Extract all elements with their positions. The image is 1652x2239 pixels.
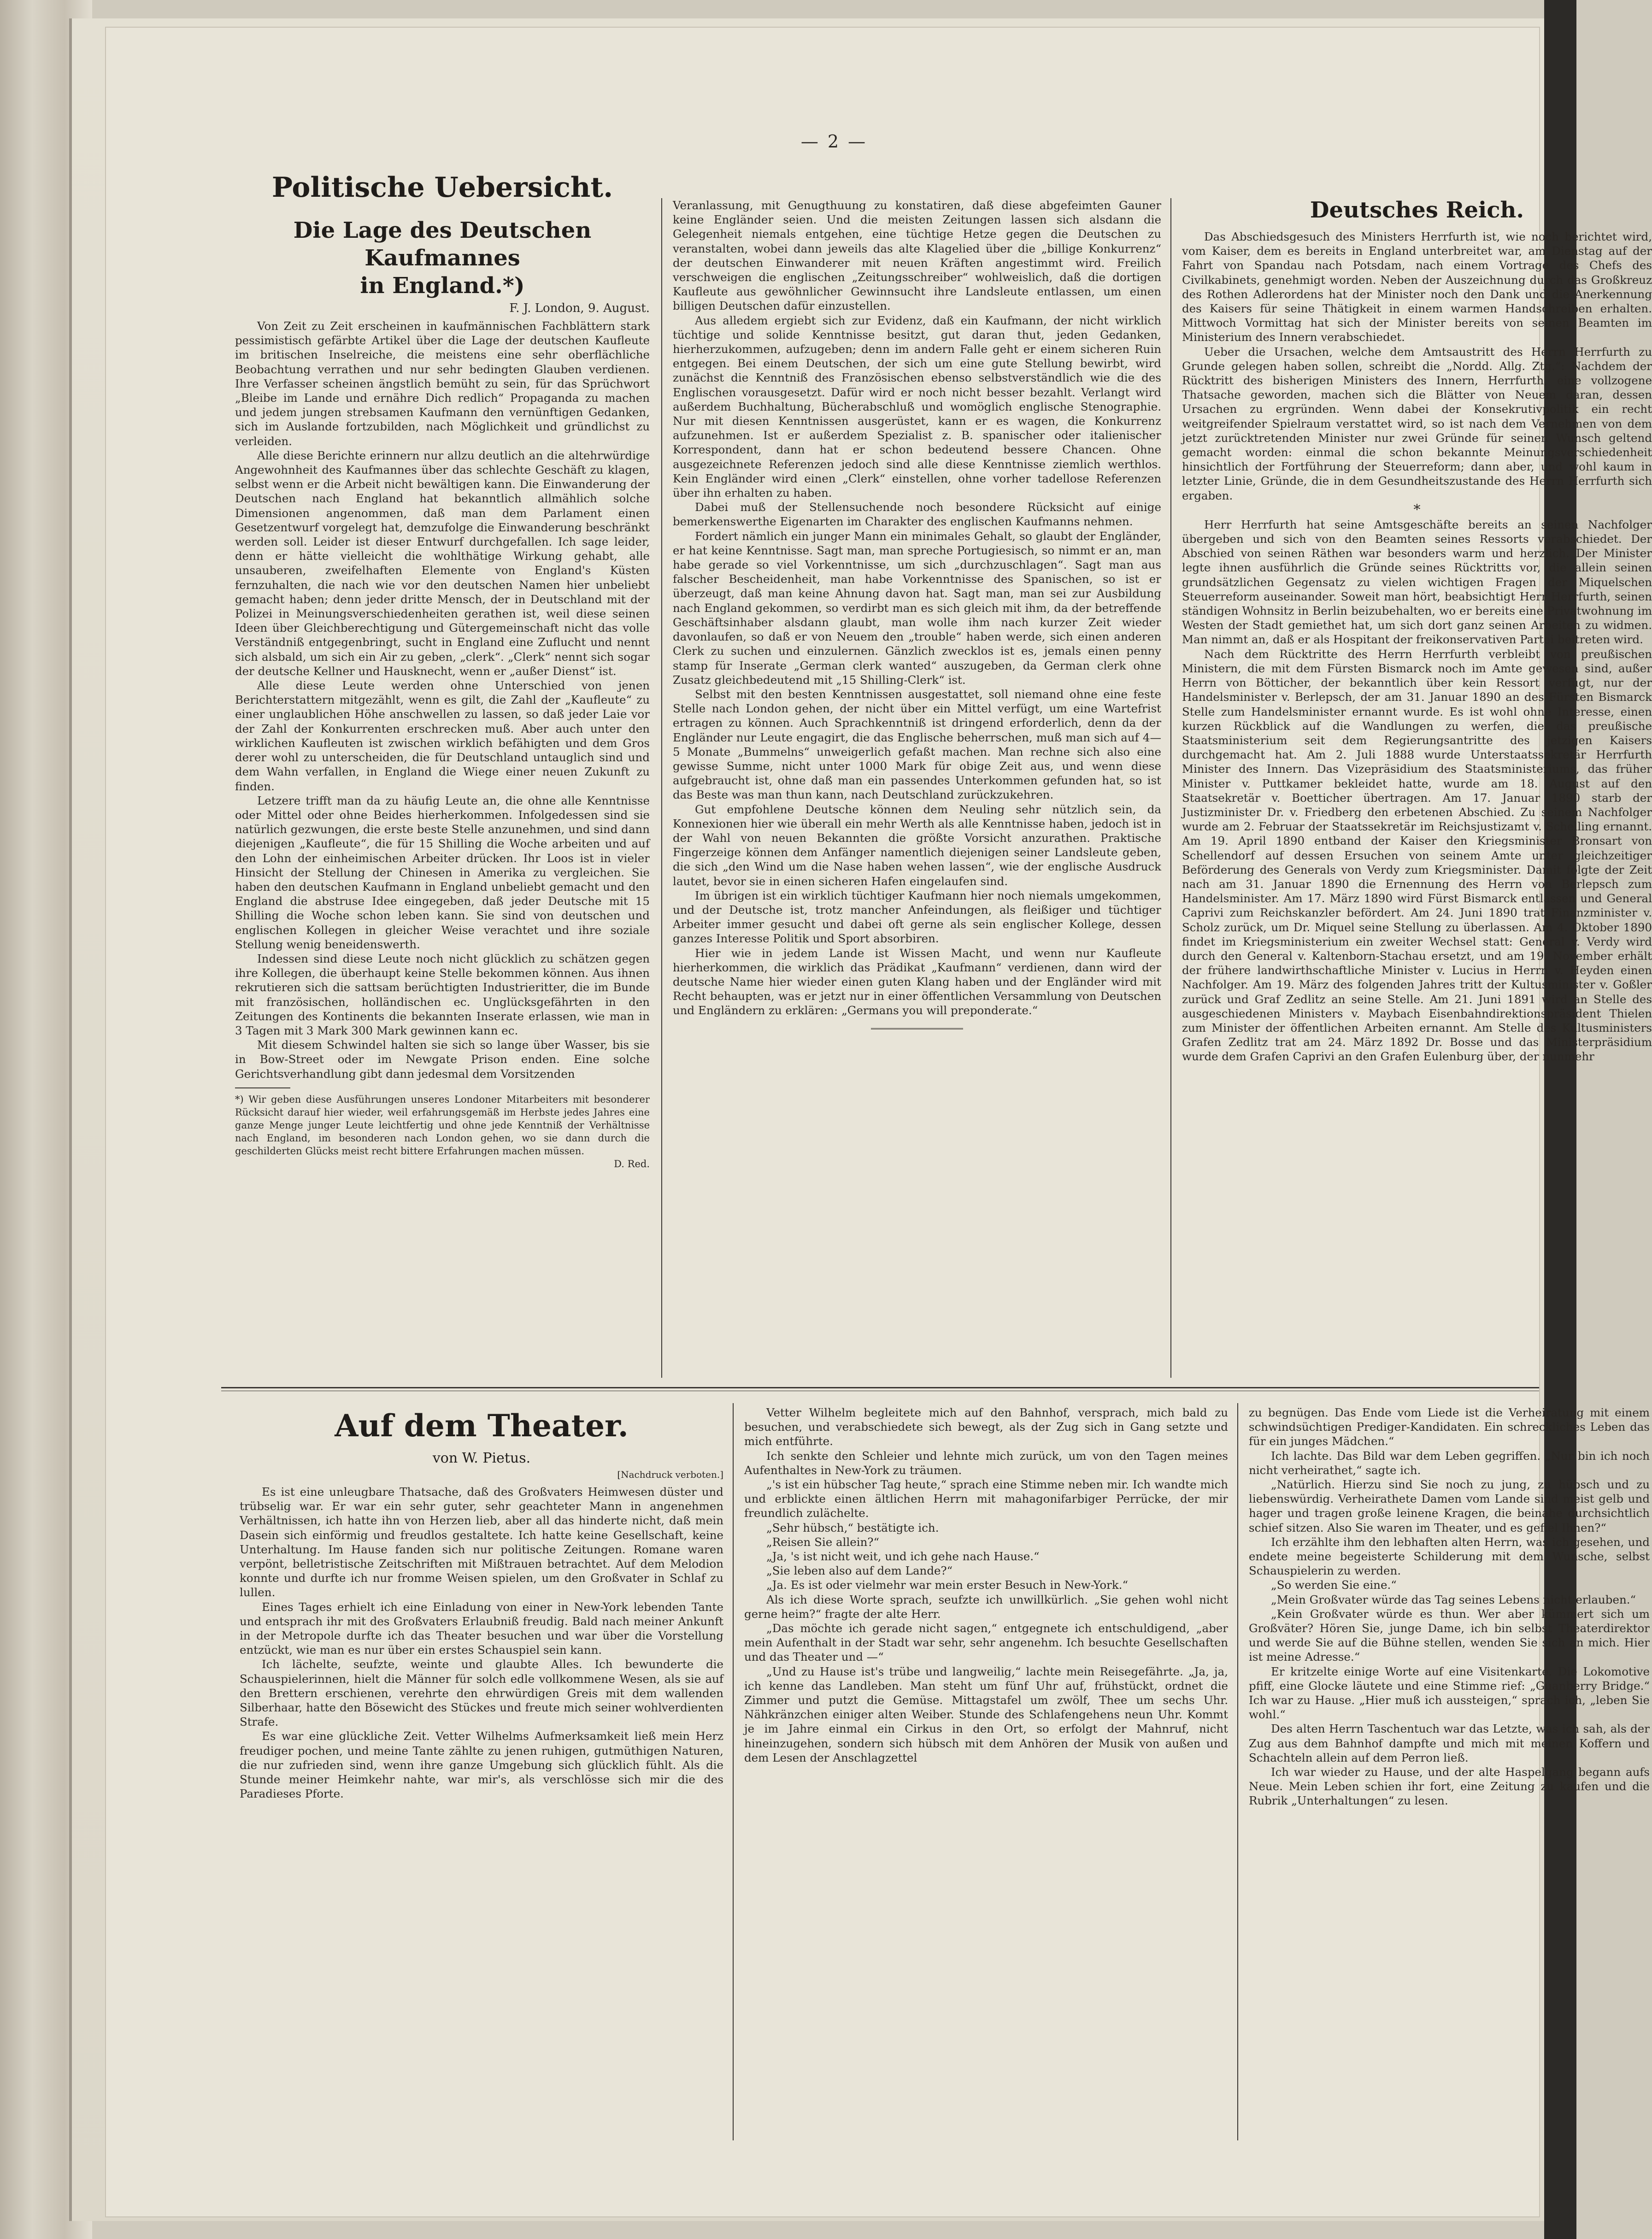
paragraph: Es ist eine unleugbare Thatsache, daß des Großvaters Heimwesen düster und trübselig war. Er war ein sehr guter, sehr geachteter Mann in angenehmen Verhältnissen, ich hatte ihn von Herzen lieb, aber all das hinderte nicht, daß mein Dasein sich einförmig und freudlos gestaltete. Ich hatte keine Gesellschaft, keine Unterhaltung. Im Hause fanden sich nur politische Zeitungen. Romane waren verpönt, belletristische Zeitschriften mit Mißtrauen betrachtet. Auf dem Melodion konnte und durfte ich nur fromme Weisen spielen, um den Großvater in Schlaf zu lullen. xyxy=(240,1485,723,1599)
story-title: Auf dem Theater. xyxy=(335,1408,629,1444)
footnote-rule xyxy=(235,1087,290,1088)
column-divider xyxy=(1170,198,1171,1378)
column-politics-continued xyxy=(673,198,1161,1364)
reprint-notice: [Nachdruck verboten.] xyxy=(617,1469,723,1480)
paragraph: Herr Herrfurth hat seine Amtsgeschäfte bereits an seinen Nachfolger übergeben und sich von den Beamten seines Ressorts verabschiedet. Der Abschied von seinen Räthen war besonders warm und herzlich. Der Minister legte ihnen ausführlich die Gründe seines Rücktritts vor, die allein seinen grundsätzlichen Gegensatz zu vielen wichtigen Fragen der Miquelschen Steuerreform auseinander. Soweit man hört, beabsichtigt Herr Herrfurth, seinen ständigen Wohnsitz in Berlin beizubehalten, wo er bereits eine Privatwohnung im Westen der Stadt gemiethet hat, um sich dort ganz seinen Arbeiten zu widmen. Man nimmt an, daß er als Hospitant der freikonservativen Partei beitreten wird. xyxy=(1182,517,1652,646)
article-body-continued xyxy=(673,198,1161,1018)
paragraph: Selbst mit den besten Kenntnissen ausgestattet, soll niemand ohne eine feste Stelle nach London gehen, der nicht über ein Mittel verfügt, um eine Wartefrist ertragen zu können. Auch Sprachkenntniß ist dringend erforderlich, denn da der Engländer nur Leute engagirt, die das Englische beherrschen, muß man sich auf 4—5 Monate „Bummelns“ unweigerlich gefaßt machen. Man rechne sich also eine gewisse Summe, nicht unter 1000 Mark für obige Zeit aus, und wenn diese aufgebraucht ist, ohne daß man ein passendes Unterkommen gefunden hat, so ist das Beste was man thun kann, nach Deutschland zurückzukehren. xyxy=(673,687,1161,802)
paragraph: „Ja. Es ist oder vielmehr war mein erster Besuch in New-York.“ xyxy=(766,1578,1128,1592)
separator: * xyxy=(1413,501,1421,518)
dateline: F. J. London, 9. August. xyxy=(509,301,650,315)
paragraph: Ich war wieder zu Hause, und der alte Haspelgang begann aufs Neue. Mein Leben schien ihr fort, eine Zeitung zu kaufen und die Rubrik „Unterhaltungen“ zu lesen. xyxy=(1249,1765,1650,1808)
paragraph: Er kritzelte einige Worte auf eine Visitenkarte. Die Lokomotive pfiff, eine Glocke läutete und eine Stimme rief: „Guanberry Bridge.“ Ich war zu Hause. „Hier muß ich aussteigen,“ sprach ich, „leben Sie wohl.“ xyxy=(1249,1664,1650,1722)
column-reich xyxy=(1182,194,1652,1382)
paragraph: „Natürlich. Hierzu sind Sie noch zu jung, zu hübsch und zu liebenswürdig. Verheirathete Damen vom Lande sind meist gelb und hager und tragen große leinene Kragen, die beinahe durchsichtlich schief sitzen. Also Sie waren im Theater, und es gefiel Ihnen?“ xyxy=(1249,1478,1650,1534)
column-theater-2 xyxy=(744,1405,1228,2124)
page-number: — 2 — xyxy=(800,131,868,152)
reich-title: Deutsches Reich. xyxy=(1310,197,1524,223)
paragraph: Ich senkte den Schleier und lehnte mich zurück, um von den Tagen meines Aufenthaltes in New-York zu träumen. xyxy=(744,1449,1228,1477)
paragraph: Dabei muß der Stellensuchende noch besondere Rücksicht auf einige bemerkenswerthe Eigenarten im Charakter des englischen Kaufmanns nehmen. xyxy=(673,500,1161,529)
column-politics xyxy=(235,161,650,1373)
paragraph: „Reisen Sie allein?“ xyxy=(766,1535,880,1549)
paragraph: „Mein Großvater würde das Tag seines Lebens nicht erlauben.“ xyxy=(1271,1593,1636,1606)
paragraph: Ich lachte. Das Bild war dem Leben gegriffen. „Nur bin ich noch nicht verheirathet,“ sagte ich. xyxy=(1249,1449,1650,1477)
paragraph: „So werden Sie eine.“ xyxy=(1271,1578,1397,1592)
footnote-sign: D. Red. xyxy=(614,1158,650,1169)
paragraph: Nach dem Rücktritte des Herrn Herrfurth verbleibt von preußischen Ministern, die mit dem Fürsten Bismarck noch im Amte gewesen sind, außer Herrn von Bötticher, der bekanntlich über kein Ressort verfügt, nur der Handelsminister v. Berlepsch, der am 31. Januar 1890 an des Fürsten Bismarck Stelle zum Handelsminister ernannt wurde. Es ist wohl ohne Interesse, einen kurzen Rückblick auf die Wandlungen zu werfen, die das preußische Staatsministerium seit dem Regierungsantritte des jetzigen Kaisers durchgemacht hat. Am 2. Juli 1888 wurde Unterstaatssekretär Herrfurth Minister des Innern. Das Vizepräsidium des Staatsministeriums, das früher Minister v. Puttkamer bekleidet hatte, wurde am 18. August auf den Staatsekretär v. Boetticher übertragen. Am 17. Januar 1890 starb der Justizminister Dr. v. Friedberg den erbetenen Abschied. Zu seinem Nachfolger wurde am 2. Februar der Staatssekretär im Reichsjustizamt v. Schelling ernannt. Am 19. April 1890 entband der Kaiser den Kriegsminister Bronsart von Schellendorf auf dessen Ersuchen von seinem Amte unter gleichzeitiger Beförderung des Generals von Verdy zum Kriegsminister. Damit folgte der Zeit nach am 31. Januar 1890 die Ernennung des Herrn von Berlepsch zum Handelsminister. Am 17. März 1890 wird Fürst Bismarck entlassen und General Caprivi zum Reichskanzler befördert. Am 24. Juni 1890 trat Finanzminister v. Scholz zurück, um Dr. Miquel seine Stellung zu überlassen. Am 4. Oktober 1890 findet im Kriegsministerium ein zweiter Wechsel statt: General v. Verdy wird durch den General v. Kaltenborn-Stachau ersetzt, und am 19. November erhält der frühere landwirthschaftliche Minister v. Lucius in Herrn v. Heyden einen Nachfolger. Am 19. März des folgenden Jahres tritt der Kultusminister v. Goßler zurück und Graf Zedlitz an seine Stelle. Am 21. Juni 1891 wird an Stelle des ausgeschiedenen Ministers v. Maybach Eisenbahndirektionspräsident Thielen zum Minister der öffentlichen Arbeiten ernannt. Am Stelle des Kultusministers Grafen Zedlitz trat am 24. März 1892 Dr. Bosse und das Ministerpräsidium wurde dem Grafen Caprivi an den Grafen Eulenburg über, der nunmehr xyxy=(1182,647,1652,1064)
paragraph: Aus alledem ergiebt sich zur Evidenz, daß ein Kaufmann, der nicht wirklich tüchtige und solide Kenntnisse besitzt, gut daran thut, jeden Gedanken, hierherzukommen, aufzugeben; denn im andern Falle geht er einem sicheren Ruin entgegen. Bei einem Deutschen, der sich um eine gute Stellung bewirbt, wird zunächst die Kenntniß des Französischen ebenso selbstverständlich wie die des Englischen vorausgesetzt. Dafür wird er noch nicht besser bezahlt. Verlangt wird außerdem Buchhaltung, Bücherabschluß und womöglich englische Stenographie. Nur mit diesen Kenntnissen ausgerüstet, kann er es wagen, die Konkurrenz aufzunehmen. Ist er außerdem Spezialist z. B. spanischer oder italienischer Korrespondent, dann hat er schon bedeutend bessere Chancen. Ohne ausgezeichnete Referenzen jedoch sind alle diese Kenntnisse ziemlich werthlos. Kein Engländer wird einen „Clerk“ einstellen, ohne vorher tadellose Referenzen über ihn erhalten zu haben. xyxy=(673,313,1161,500)
paragraph: Alle diese Berichte erinnern nur allzu deutlich an die altehrwürdige Angewohnheit des Kaufmannes über das schlechte Geschäft zu klagen, selbst wenn er die Arbeit nicht bewältigen kann. Die Einwanderung der Deutschen nach England hat bekanntlich allmählich solche Dimensionen angenommen, daß man dem Parlament einen Gesetzentwurf vorgelegt hat, demzufolge die Einwanderung beschränkt werden soll. Leider ist dieser Entwurf durchgefallen. Ich sage leider, denn er hätte vielleicht die wohlthätige Wirkung gehabt, alle unsauberen, zweifelhaften Elemente von England's Küsten fernzuhalten, die nach wie vor den deutschen Namen hier unbeliebt gemacht haben; denn jeder dritte Mensch, der in Deutschland mit der Polizei in Meinungsverschiedenheiten gerathen ist, weil diese seinen Ideen über Gleichberechtigung und Gütergemeinschaft nicht das volle Verständniß entgegenbringt, sucht in England eine Zuflucht und nennt sich alsbald, um sich ein Air zu geben, „clerk“. „Clerk“ nennt sich sogar der deutsche Kellner und Hausknecht, wenn er „außer Dienst“ ist. xyxy=(235,448,650,678)
paragraph: Es war eine glückliche Zeit. Vetter Wilhelms Aufmerksamkeit ließ mein Herz freudiger pochen, und meine Tante zählte zu jenen ruhigen, gutmüthigen Naturen, die nur zufrieden sind, wenn ihre ganze Umgebung sich glücklich fühlt. Als die Stunde meiner Heimkehr nahte, war mir's, als verschlösse sich mir die des Paradieses Pforte. xyxy=(240,1729,723,1801)
paragraph: „'s ist ein hübscher Tag heute,“ sprach eine Stimme neben mir. Ich wandte mich und erblickte einen ältlichen Herrn mit mahagonifarbiger Perrücke, der mir freundlich zulächelte. xyxy=(744,1478,1228,1520)
paragraph: Fordert nämlich ein junger Mann ein minimales Gehalt, so glaubt der Engländer, er hat keine Kenntnisse. Sagt man, man spreche Portugiesisch, so nimmt er an, man habe gerade so viel Vorkenntnisse, um sich „durchzuschlagen“. Sagt man aus falscher Bescheidenheit, man habe Vorkenntnisse des Spanischen, so ist er überzeugt, daß man keine Ahnung davon hat. Sagt man, man sei zur Ausbildung nach England gekommen, so verdirbt man es sich gleich mit ihm, da der betreffende Geschäftsinhaber alsdann glaubt, man wolle ihm nach kurzer Zeit wieder davonlaufen, so daß er von Neuem den „trouble“ haben werde, sich einen anderen Clerk zu suchen und einzulernen. Gänzlich zwecklos ist es, jemals einen penny stamp für Inserate „German clerk wanted“ auszugeben, da German clerk ohne Zusatz gleichbedeutend mit „15 Shilling-Clerk“ ist. xyxy=(673,529,1161,687)
end-rule xyxy=(871,1028,963,1029)
paragraph: Ueber die Ursachen, welche dem Amtsaustritt des Herrn Herrfurth zu Grunde gelegen haben sollen, schreibt die „Nordd. Allg. Ztg.“: Nachdem der Rücktritt des bisherigen Ministers des Innern, Herrfurth, eine vollzogene Thatsache geworden, machen sich die Blätter von Neuem daran, dessen Ursachen zu ergründen. Wenn dabei der Konsekrutivpolitik ein recht weitgreifender Spielraum verstattet wird, so ist nach dem Vernehmen von dem jetzt zurücktretenden Minister nur zwei Gründe für seinen Wunsch geltend gemacht worden: einmal die schon bekannte Meinungsverschiedenheit hinsichtlich der Fortführung der Steuerreform; dann aber, und wohl kaum in letzter Linie, Gründe, die in dem Gesundheitszustande des Herrn Herrfurth sich ergaben. xyxy=(1182,345,1652,502)
paragraph: Im übrigen ist ein wirklich tüchtiger Kaufmann hier noch niemals umgekommen, und der Deutsche ist, trotz mancher Anfeindungen, als fleißiger und tüchtiger Arbeiter immer gesucht und dabei oft gerne als sein englischer Kollege, dessen ganzes Interesse Politik und Sport absorbiren. xyxy=(673,888,1161,946)
column-divider xyxy=(661,198,662,1378)
paragraph: zu begnügen. Das Ende vom Liede ist die Verheiratung mit einem schwindsüchtigen Prediger-Kandidaten. Ein schreckliches Leben das für ein junges Mädchen.“ xyxy=(1249,1406,1650,1448)
footnote: *) Wir geben diese Ausführungen unseres Londoner Mitarbeiters mit besonderer Rücksicht darauf hier wieder, weil erfahrungsgemäß im Herbste jedes Jahres eine ganze Menge junger Leute leichtfertig und ohne jede Kenntniß der Verhältnisse nach England, im besonderen nach London gehen, wo sie dann durch die geschilderten Glücks meist recht bittere Erfahrungen machen müssen. xyxy=(235,1093,650,1157)
paragraph: Letzere trifft man da zu häufig Leute an, die ohne alle Kenntnisse oder Mittel oder ohne Beides hierherkommen. Infolgedessen sind sie natürlich gezwungen, die erste beste Stelle anzunehmen, und sind dann diejenigen „Kaufleute“, die für 15 Shilling die Woche arbeiten und auf den Lohn der einheimischen Arbeiter drücken. Ihr Loos ist in vieler Hinsicht der Stellung der Chinesen in Amerika zu vergleichen. Sie haben den deutschen Kaufmann in England unbeliebt gemacht und den England die abstruse Idee eingegeben, daß jeder Deutsche mit 15 Shilling die Woche schon leben kann. Sie sind von deutschen und englischen Kollegen in gleicher Weise verachtet und ihre soziale Stellung wenig beneidenswerth. xyxy=(235,793,650,951)
paragraph: Des alten Herrn Taschentuch war das Letzte, was ich sah, als der Zug aus dem Bahnhof dampfte und mich mit meinen Koffern und Schachteln allein auf dem Perron ließ. xyxy=(1249,1722,1650,1764)
paragraph: Veranlassung, mit Genugthuung zu konstatiren, daß diese abgefeimten Gauner keine Engländer seien. Und die meisten Zeitungen lassen sich alsdann die Gelegenheit niemals entgehen, eine tüchtige Hetze gegen die Deutschen zu veranstalten, wobei dann jeweils das alte Klagelied über die „billige Konkurrenz“ der deutschen Einwanderer mit neuen Kräften angestimmt wird. Freilich verschweigen die englischen „Zeitungsschreiber“ wohlweislich, daß die dortigen Kaufleute aus gewöhnlicher Gewinnsucht ihre Landsleute entlassen, um einen billigen Deutschen dafür einzustellen. xyxy=(673,199,1161,313)
paragraph: „Das möchte ich gerade nicht sagen,“ entgegnete ich entschuldigend, „aber mein Aufenthalt in der Stadt war sehr, sehr angenehm. Ich besuchte Gesellschaften und das Theater und —“ xyxy=(744,1622,1228,1664)
paragraph: Das Abschiedsgesuch des Ministers Herrfurth ist, wie noch berichtet wird, vom Kaiser, dem es bereits in England unterbreitet war, am Dienstag auf der Fahrt von Spandau nach Potsdam, nach einem Vortrage des Chefs des Civilkabinets, genehmigt worden. Neben der Auszeichnung durch das Großkreuz des Rothen Adlerordens hat der Minister noch den Dank und die Anerkennung des Kaisers für seine Thätigkeit in einem warmen Handschreiben erhalten. Mittwoch Vormittag hat sich der Minister bereits von seinen Beamten im Ministerium des Innern verabschiedet. xyxy=(1182,230,1652,344)
column-theater-3 xyxy=(1249,1405,1650,2124)
reich-body xyxy=(1182,229,1652,1064)
article-title: Die Lage des Deutschen Kaufmannes xyxy=(293,217,592,271)
newspaper-page xyxy=(106,28,1652,2216)
paragraph: Mit diesem Schwindel halten sie sich so lange über Wasser, bis sie in Bow-Street oder im Newgate Prison enden. Eine solche Gerichtsverhandlung gibt dann jedesmal dem Vorsitzenden xyxy=(235,1038,650,1081)
paragraph: „Und zu Hause ist's trübe und langweilig,“ lachte mein Reisegefährte. „Ja, ja, ich kenne das Landleben. Man steht um fünf Uhr auf, frühstückt, ordnet die Zimmer und putzt die Gemüse. Mittagstafel um zwölf, Thee um sechs Uhr. Nähkränzchen einiger alten Weiber. Stunde des Schlafengehens neun Uhr. Kommt je im Jahre einmal ein Cirkus in den Ort, so erfolgt der Mahnruf, nicht hineinzugehen, sondern sich hübsch mit dem Anhören der Musik von außen und dem Lesen der Anschlagzettel xyxy=(744,1664,1228,1764)
paragraph: Vetter Wilhelm begleitete mich auf den Bahnhof, versprach, mich bald zu besuchen, und verabschiedete sich bewegt, als der Zug sich in Gang setzte und mich entführte. xyxy=(744,1406,1228,1448)
paragraph: Hier wie in jedem Lande ist Wissen Macht, und wenn nur Kaufleute hierherkommen, die wirklich das Prädikat „Kaufmann“ verdienen, dann wird der deutsche Name hier wieder einen guten Klang haben und der Engländer wird mit Recht behaupten, was er jetzt nur in einer öffentlichen Versammlung von Deutschen und Engländern zu erklären: „Germans you will preponderate.“ xyxy=(673,946,1161,1017)
paragraph: Von Zeit zu Zeit erscheinen in kaufmännischen Fachblättern stark pessimistisch gefärbte Artikel über die Lage der deutschen Kaufleute im britischen Inselreiche, die meistens eine sehr oberflächliche Beobachtung verrathen und nur sehr bedingten Glauben verdienen. Ihre Verfasser scheinen ängstlich bemüht zu sein, für das Sprüchwort „Bleibe im Lande und ernähre Dich redlich“ Propaganda zu machen und jedem jungen strebsamen Kaufmann den vernünftigen Gedanken, sich im Auslande fortzubilden, nach Möglichkeit und gründlichst zu verleiden. xyxy=(235,319,650,448)
story-body-2 xyxy=(744,1405,1228,1765)
section-divider xyxy=(221,1387,1539,1388)
column-theater-1 xyxy=(240,1403,723,2094)
column-divider xyxy=(733,1403,734,2140)
paragraph: Ich lächelte, seufzte, weinte und glaubte Alles. Ich bewunderte die Schauspielerinnen, hielt die Männer für solch edle vollkommene Wesen, als sie auf den Brettern erschienen, verehrte den ehrwürdigen Greis mit dem wallenden Silberhaar, hatte den Bösewicht des Stückes und freute mich seiner wohlverdienten Strafe. xyxy=(240,1657,723,1729)
story-body xyxy=(240,1485,723,1801)
article-body xyxy=(235,319,650,1081)
story-body-3 xyxy=(1249,1405,1650,1808)
paragraph: Ich erzählte ihm den lebhaften alten Herrn, was ich gesehen, und endete meine begeisterte Schilderung mit dem Wunsche, selbst Schauspielerin zu werden. xyxy=(1249,1535,1650,1578)
paragraph: „Sie leben also auf dem Lande?“ xyxy=(766,1564,953,1578)
paragraph: „Ja, 's ist nicht weit, und ich gehe nach Hause.“ xyxy=(766,1550,1040,1563)
paragraph: „Kein Großvater würde es thun. Wer aber kümmert sich um Großväter? Hören Sie, junge Dame, ich bin selbst Theaterdirektor und werde Sie auf die Bühne stellen, wenden Sie sich an mich. Hier ist meine Adresse.“ xyxy=(1249,1607,1650,1664)
paragraph: Alle diese Leute werden ohne Unterschied von jenen Berichterstattern mitgezählt, wenn es gilt, die Zahl der „Kaufleute“ zu einer unglaublichen Höhe anschwellen zu lassen, so daß jeder Laie vor der Zahl der Konkurrenten erschrecken muß. Aber auch unter den wirklichen Kaufleuten ist zwischen wirklich befähigten und dem Gros derer wohl zu unterscheiden, die für Deutschland untauglich sind und dem Wahn verfallen, in England die Wiege einer neuen Zukunft zu finden. xyxy=(235,679,650,793)
section-title: Politische Uebersicht. xyxy=(271,171,613,204)
story-byline: von W. Pietus. xyxy=(432,1450,531,1466)
paragraph: Indessen sind diese Leute noch nicht glücklich zu schätzen gegen ihre Kollegen, die überhaupt keine Stelle bekommen können. Aus ihnen rekrutieren sich die sattsam berüchtigten Industrieritter, die im Bunde mit französischen, holländischen ec. Unglücksgefährten in den Zeitungen des Kontinents die bekannten Inserate erlassen, wie man in 3 Tagen mit 3 Mark 300 Mark gewinnen kann ec. xyxy=(235,952,650,1037)
column-divider xyxy=(1237,1403,1238,2140)
article-title-2: in England.*) xyxy=(360,273,525,299)
paragraph: Eines Tages erhielt ich eine Einladung von einer in New-York lebenden Tante und entsprach ihr mit des Großvaters Erlaubniß freudig. Bald nach meiner Ankunft in der Metropole durfte ich das Theater besuchen und war über die Vorstellung entzückt, wie man es nur über ein erstes Schauspiel sein kann. xyxy=(240,1600,723,1657)
paragraph: Als ich diese Worte sprach, seufzte ich unwillkürlich. „Sie gehen wohl nicht gerne heim?“ fragte der alte Herr. xyxy=(744,1593,1228,1621)
paragraph: Gut empfohlene Deutsche können dem Neuling sehr nützlich sein, da Konnexionen hier wie überall ein mehr Werth als alle Kenntnisse haben, jedoch ist in der Wahl von neuen Bekannten die größte Vorsicht anzurathen. Praktische Fingerzeige können dem Anfänger namentlich diejenigen seiner Landsleute geben, die sich „den Wind um die Nase haben wehen lassen“, wie der englische Ausdruck lautet, bevor sie in einen sicheren Hafen eingelaufen sind. xyxy=(673,802,1161,888)
paragraph: „Sehr hübsch,“ bestätigte ich. xyxy=(766,1521,939,1534)
